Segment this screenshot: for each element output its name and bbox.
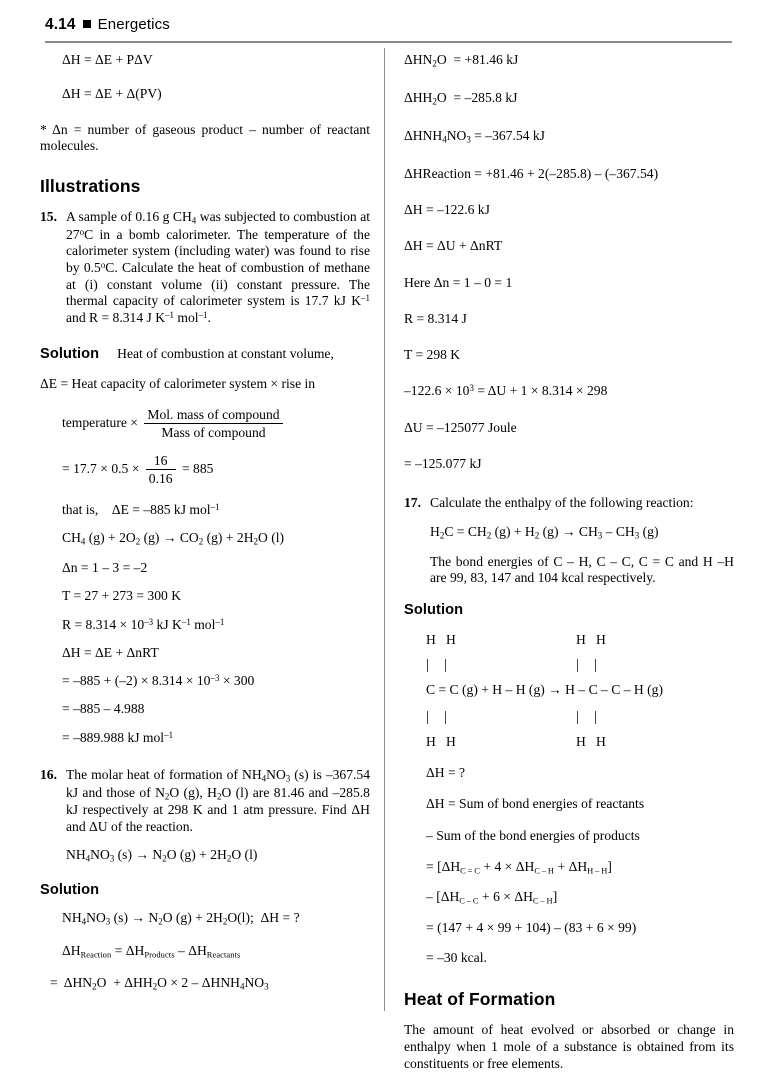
fraction-denominator: Mass of compound [144,423,282,440]
problem-17-equation: $H_2C = CH_2$ $(g) + H_2$ $(g) \to CH_3 - CH_3$ (g) [430,523,659,541]
calc-line-suffix: = 885 [181,460,214,476]
solution-15-fraction-line [62,407,370,440]
enthalpy-dh-du-relation: ΔH = ΔU + ΔnRT [404,238,503,254]
enthalpy-reaction: ΔHReaction = +81.46 + 2(–285.8) – (–367.54) [404,165,659,181]
equation-dh-pdv: ΔH = ΔE + PΔV [62,52,153,67]
step-gas-constant: $R = 8.314 \times 10^{-3}$ kJ $K^{-1}$ mol$^{-1}$ [62,616,225,632]
solution-15-label: Solution [40,345,100,362]
solution-16-label: Solution [40,882,100,899]
structural-formula-diagram [426,633,734,760]
problem-17-number: 17. [404,495,421,511]
struct-row-core: C = C (g) + H – H (g) → H – C – C – H (g) [426,682,663,698]
column-divider [384,48,385,1011]
solution-15-steps [62,503,370,745]
problem-16 [40,767,370,864]
problem-17 [404,495,734,587]
enthalpy-r-value: R = 8.314 J [404,310,467,326]
enthalpy-n2o: $\Delta HN_2O = +81.46$ kJ [404,52,519,69]
chapter-title: Energetics [97,16,170,33]
problem-15 [40,209,370,327]
problem-16-text: The molar heat of formation of $NH_4NO_3$ (s) is –367.54 kJ and those of $N_2O$ (g), $H_2O$ (l) are 81.46 and –285.8 kJ respectively at 298 K and 1 atm pressure. Find ΔH and ΔU of the reaction. [66,766,370,834]
struct-row-top-h: H H H H [426,632,606,648]
solution-16-delta-h-reaction: ΔHReaction = ΔHProducts – ΔHReactants [62,943,241,960]
black-square-bullet-icon [83,20,91,28]
problem-16-equation: $NH_4NO_3$ $(s) \to N_2O$ $(g) + 2H_2O$ (l) [66,847,258,864]
right-column [404,48,734,1072]
problem-15-text: A sample of 0.16 g $CH_4$ was subjected to combustion at 27$^o$C in a bomb calorimeter. The temperature of the calorimeter system (including water) was found to rise by 0.5$^o$C. Calculate the heat of combustion of methane at (i) constant volume (ii) constant pressure. The thermal capacity of calorimeter system is 17.7 kJ $K^{-1}$ and R = 8.314 J $K^{-1}$ mol$^{-1}$. [66,208,370,326]
step-delta-e: that is, ΔE = –885 kJ mol$^{-1}$ [62,501,220,517]
solution-15-line2: ΔE = Heat capacity of calorimeter system × rise in [40,375,316,391]
page-folio: 4.14 [45,16,76,33]
struct-row-top-bonds: | | | | [426,657,598,674]
derivation-result: = –30 kcal. [426,949,487,965]
derivation-product-bracket: – [ΔHC – C + 6 × ΔHC – H] [426,889,558,906]
calc-fraction-denominator: 0.16 [146,469,176,486]
running-head [45,16,731,42]
enthalpy-nh4no3: $\Delta HNH_4NO_3 = -367.54$ kJ [404,127,545,145]
step-temperature: T = 27 + 273 = 300 K [62,588,182,604]
enthalpy-delta-u-kj: = –125.077 kJ [404,455,482,471]
problem-17-bond-energies: The bond energies of C – H, C – C, C = C and H –H are 99, 83, 147 and 104 kcal respectively. [430,553,734,586]
problem-15-number: 15. [40,208,57,224]
fraction-molmass-over-mass [144,407,282,440]
enthalpy-delta-n: Here Δn = 1 – 0 = 1 [404,274,513,290]
enthalpy-delta-h: ΔH = –122.6 kJ [404,201,490,217]
step-subtraction: = –885 – 4.988 [62,701,145,717]
solution-16-reaction: $NH_4NO_3$ $(s) \to N_2O$ $(g) + 2H_2O(l)$; ΔH = ? [62,910,300,927]
problem-16-number: 16. [40,766,57,782]
heat-of-formation-body: The amount of heat evolved or absorbed or change in enthalpy when 1 mole of a substance is obtained from its constituents or free elements. [404,1022,734,1071]
footnote-delta-n: * Δn = number of gaseous product – number of reactant molecules. [40,121,370,154]
solution-15-block [40,345,370,363]
step-substitution: = $-885 + (-2) \times 8.314 \times 10^{-3} \times 300$ [62,673,255,689]
fraction-16-over-0.16 [146,453,176,486]
struct-row-bottom-h: H H H H [426,734,606,750]
derivation-numeric: = (147 + 4 × 99 + 104) – (83 + 6 × 99) [426,919,637,935]
solution-15-lead: Heat of combustion at constant volume, [117,345,334,361]
step-final-answer: = –889.988 kJ mol$^{-1}$ [62,729,174,745]
solution-15-calc-line [62,453,370,486]
step-delta-n: Δn = 1 – 3 = –2 [62,560,148,576]
derivation-products-sum: – Sum of the bond energies of products [426,827,640,843]
bond-energy-derivation [426,766,734,965]
derivation-reactant-bracket: = [ΔHC = C + 4 × ΔHC – H + ΔHH – H] [426,858,612,876]
header-rule [45,41,732,43]
solution-16-expansion: = $\Delta HN_2O + \Delta HH_2O \times 2 - \Delta HNH_4NO_3$ [50,974,269,992]
heading-heat-of-formation: Heat of Formation [404,989,556,1010]
section-heading-illustrations: Illustrations [40,175,141,196]
step-dh-formula: ΔH = ΔE + ΔnRT [62,644,159,660]
enthalpy-h2o: $\Delta HH_2O = -285.8$ kJ [404,89,518,107]
problem-17-prompt: Calculate the enthalpy of the following reaction: [430,495,694,511]
enthalpy-substitution: $-122.6 \times 10^3 = \Delta U + 1 \times 8.314 \times 298$ [404,383,608,399]
equation-dh-dpv: ΔH = ΔE + Δ(PV) [62,86,162,102]
step-combustion-equation: $CH_4$ $(g) + 2O_2$ $(g) \to CO_2$ $(g) + 2H_2O$ (l) [62,530,285,547]
fraction-line-prefix: temperature × [62,414,138,430]
enthalpy-values-list [404,53,734,471]
derivation-reactants-sum: ΔH = Sum of bond energies of reactants [426,796,645,812]
solution-16-lines [50,910,370,992]
struct-row-bottom-bonds: | | | | [426,709,598,726]
enthalpy-delta-u-joule: ΔU = –125077 Joule [404,419,517,435]
calc-fraction-numerator: 16 [153,452,168,468]
enthalpy-t-value: T = 298 K [404,347,461,363]
left-column [40,48,370,992]
fraction-numerator: Mol. mass of compound [147,407,280,423]
calc-line-prefix: = 17.7 × 0.5 × [62,460,140,476]
solution-17-label: Solution [404,602,464,619]
derivation-dh-question: ΔH = ? [426,765,466,781]
